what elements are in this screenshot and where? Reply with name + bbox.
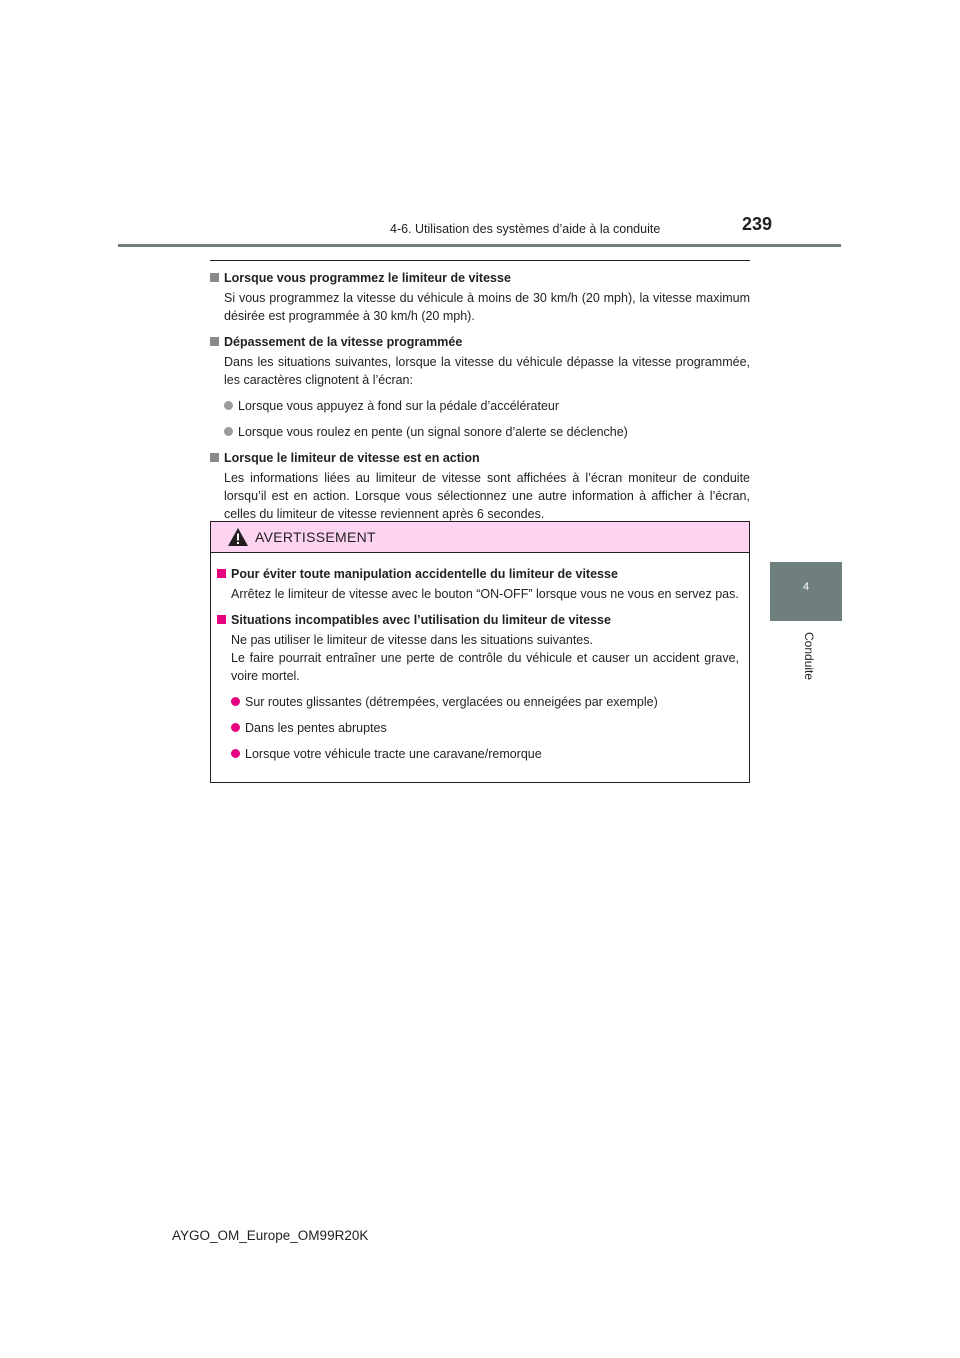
round-bullet-icon: [231, 749, 240, 758]
warning-title: AVERTISSEMENT: [255, 529, 376, 545]
warning-item-title-text: Pour éviter toute manipulation accidentelle du limiteur de vitesse: [231, 567, 618, 581]
list-item-text: Dans les pentes abruptes: [245, 721, 387, 735]
round-bullet-icon: [231, 697, 240, 706]
warning-item-title: [217, 565, 739, 583]
chapter-tab: [770, 562, 842, 621]
square-bullet-icon: [217, 569, 226, 578]
list-item: [224, 397, 750, 415]
warning-item-text: Arrêtez le limiteur de vitesse avec le bouton “ON-OFF” lorsque vous ne vous en servez pas.: [231, 587, 739, 601]
list-item-text: Sur routes glissantes (détrempées, verglacées ou enneigées par exemple): [245, 695, 658, 709]
square-bullet-icon: [217, 615, 226, 624]
section-text-in-action: Les informations liées au limiteur de vitesse sont affichées à l’écran moniteur de conduite lorsqu’il est en action. Lorsque vous sélectionnez une autre information à afficher à l’écran, celles du limiteur de vitesse reviennent après 6 secondes.: [224, 471, 750, 521]
header-rule: [118, 244, 841, 247]
square-bullet-icon: [210, 337, 219, 346]
round-bullet-icon: [231, 723, 240, 732]
list-item-text: Lorsque vous appuyez à fond sur la pédale d’accélérateur: [238, 399, 560, 413]
content-top-rule: [210, 260, 750, 261]
round-bullet-icon: [224, 401, 233, 410]
warning-body: [211, 553, 749, 763]
chapter-tab-label: Conduite: [802, 632, 816, 681]
footer-doc-id: AYGO_OM_Europe_OM99R20K: [172, 1228, 369, 1243]
section-title-text: Dépassement de la vitesse programmée: [224, 335, 463, 349]
warning-item-title: [217, 611, 739, 629]
section-text-programming: Si vous programmez la vitesse du véhicule à moins de 30 km/h (20 mph), la vitesse maximum désirée est programmée à 30 km/h (20 mph).: [224, 291, 750, 323]
warning-item-title-text: Situations incompatibles avec l’utilisation du limiteur de vitesse: [231, 613, 611, 627]
square-bullet-icon: [210, 453, 219, 462]
warning-box: [210, 521, 750, 783]
list-item: [231, 693, 739, 711]
list-item: [231, 719, 739, 737]
warning-header: [211, 522, 749, 553]
page-number: 239: [742, 214, 773, 234]
list-item-text: Lorsque vous roulez en pente (un signal sonore d’alerte se déclenche): [238, 425, 628, 439]
chapter-tab-number: 4: [802, 581, 810, 593]
list-item: [224, 423, 750, 441]
section-title-programming: [210, 269, 750, 287]
main-content: [210, 260, 750, 531]
section-title-exceeding: [210, 333, 750, 351]
section-title-text: Lorsque le limiteur de vitesse est en action: [224, 451, 480, 465]
warning-item-text: Le faire pourrait entraîner une perte de contrôle du véhicule et causer un accident grave, voire mortel.: [231, 651, 739, 683]
section-title-in-action: [210, 449, 750, 467]
round-bullet-icon: [224, 427, 233, 436]
list-item-text: Lorsque votre véhicule tracte une caravane/remorque: [245, 747, 542, 761]
section-text-exceeding: Dans les situations suivantes, lorsque la vitesse du véhicule dépasse la vitesse programmée, les caractères clignotent à l’écran:: [224, 355, 750, 387]
square-bullet-icon: [210, 273, 219, 282]
running-header-section: 4-6. Utilisation des systèmes d’aide à la conduite: [390, 222, 661, 236]
section-title-text: Lorsque vous programmez le limiteur de vitesse: [224, 271, 511, 285]
list-item: [231, 745, 739, 763]
warning-triangle-icon: [227, 527, 249, 547]
warning-item-text: Ne pas utiliser le limiteur de vitesse dans les situations suivantes.: [231, 633, 593, 647]
